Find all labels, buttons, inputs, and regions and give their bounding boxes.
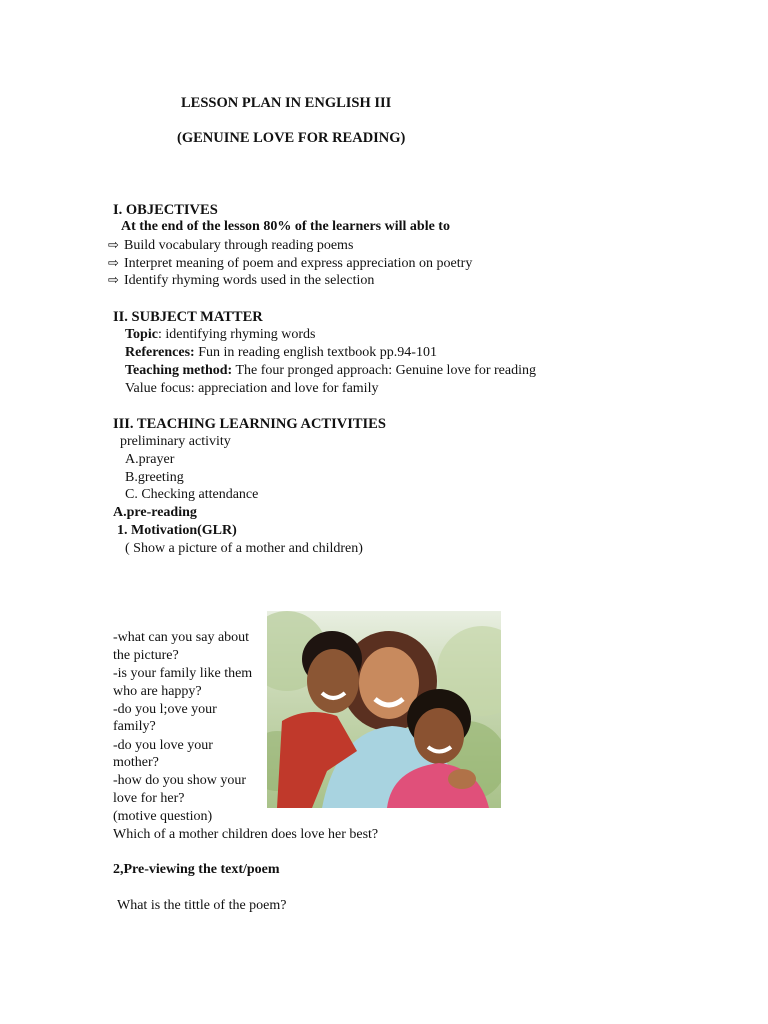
- topic-value: : identifying rhyming words: [157, 327, 316, 342]
- prelim-item: B.greeting: [125, 470, 184, 485]
- objective-item: ⇨ Interpret meaning of poem and express appreciation on poetry: [108, 256, 473, 271]
- method-value: The four pronged approach: Genuine love for reading: [232, 363, 536, 378]
- objective-item: ⇨ Build vocabulary through reading poems: [108, 238, 354, 253]
- question-line: -what can you say about: [113, 630, 250, 645]
- arrow-right-icon: ⇨: [108, 273, 119, 288]
- question-line: -do you love your: [113, 738, 213, 753]
- topic-line: [125, 326, 315, 344]
- activities-heading: III. TEACHING LEARNING ACTIVITIES: [113, 416, 386, 432]
- question-line: who are happy?: [113, 684, 202, 699]
- subject-matter-heading: II. SUBJECT MATTER: [113, 309, 263, 325]
- method-label: Teaching method:: [125, 363, 233, 378]
- pre-reading-heading: A.pre-reading: [113, 505, 197, 520]
- method-line: [125, 362, 536, 380]
- pre-viewing-heading: 2,Pre-viewing the text/poem: [113, 862, 280, 877]
- question-line: the picture?: [113, 648, 179, 663]
- topic-label: Topic: [125, 327, 158, 342]
- question-line: love for her?: [113, 791, 185, 806]
- arrow-right-icon: ⇨: [108, 238, 119, 253]
- preliminary-label: preliminary activity: [120, 434, 231, 449]
- question-line: (motive question): [113, 809, 213, 824]
- lesson-title: LESSON PLAN IN ENGLISH III: [181, 95, 392, 111]
- objectives-intro: At the end of the lesson 80% of the learners will able to: [121, 219, 450, 234]
- value-focus: Value focus: appreciation and love for family: [125, 381, 379, 396]
- lesson-subtitle: (GENUINE LOVE FOR READING): [177, 130, 406, 146]
- arrow-right-icon: ⇨: [108, 256, 119, 271]
- references-label: References:: [125, 345, 195, 360]
- prelim-item: C. Checking attendance: [125, 487, 259, 502]
- references-line: [125, 344, 437, 362]
- objective-item: ⇨ Identify rhyming words used in the selection: [108, 273, 375, 288]
- motivation-note: ( Show a picture of a mother and children): [125, 541, 363, 556]
- objectives-heading: I. OBJECTIVES: [113, 202, 218, 218]
- question-line: mother?: [113, 755, 159, 770]
- motive-question: Which of a mother children does love her best?: [113, 827, 379, 842]
- question-line: -is your family like them: [113, 666, 253, 681]
- prelim-item: A.prayer: [125, 452, 175, 467]
- motivation-heading: 1. Motivation(GLR): [117, 523, 237, 538]
- mother-children-photo: [267, 611, 501, 808]
- question-line: family?: [113, 719, 156, 734]
- question-line: -how do you show your: [113, 773, 246, 788]
- question-line: -do you l;ove your: [113, 702, 217, 717]
- references-value: Fun in reading english textbook pp.94-101: [194, 345, 437, 360]
- pre-viewing-question: What is the tittle of the poem?: [117, 898, 287, 913]
